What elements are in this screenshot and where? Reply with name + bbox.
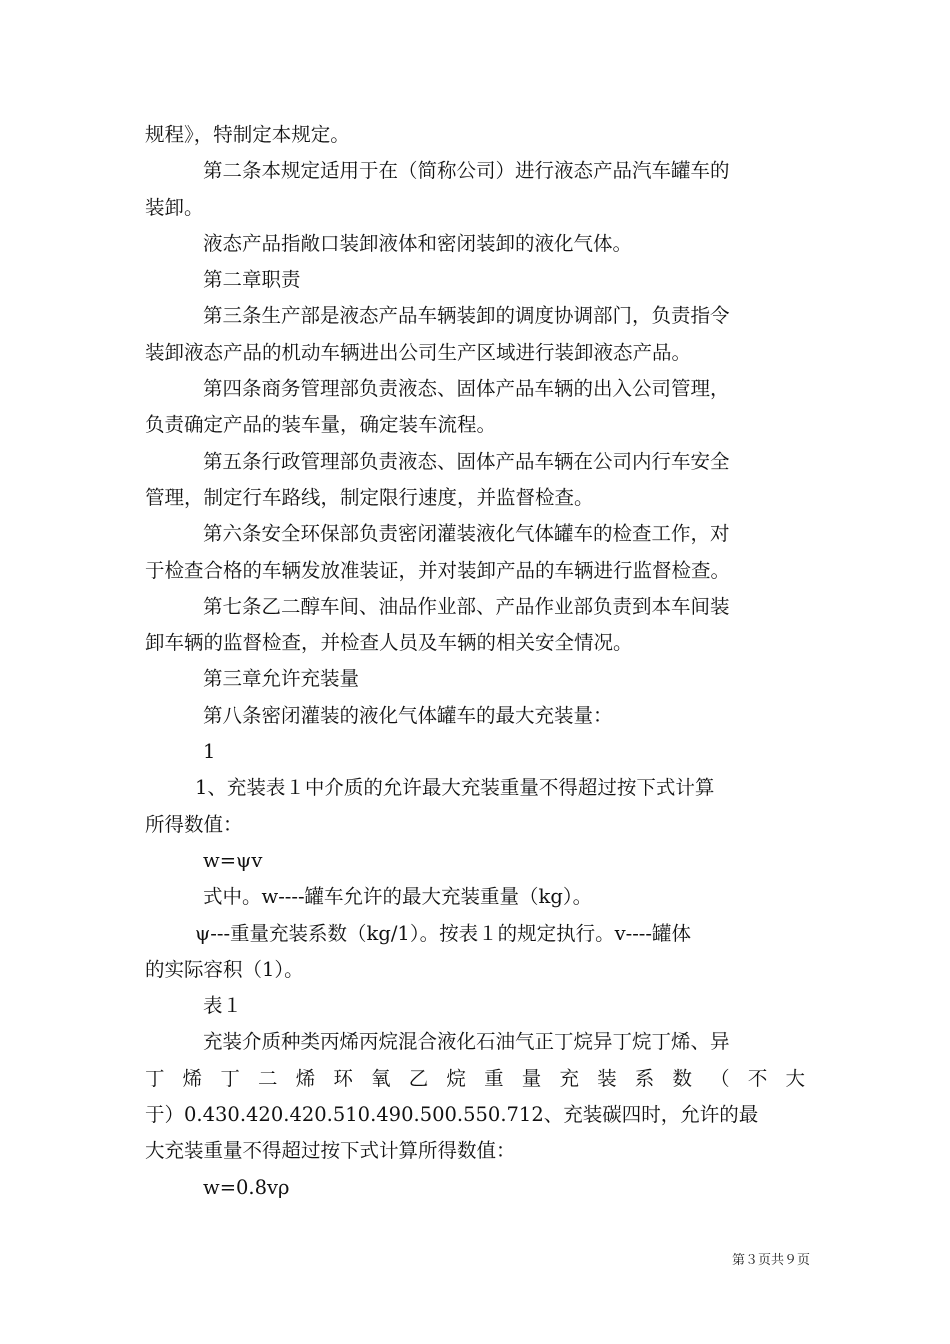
text-line: 规程》，特制定本规定。: [145, 123, 350, 146]
formula: w=ψv: [203, 848, 263, 872]
text-line: 负责确定产品的装车量，确定装车流程。: [145, 413, 497, 437]
article-6-text: 第六条安全环保部负责密闭灌装液化气体罐车的检查工作，对: [203, 522, 730, 546]
table-text: 充装介质种类丙烯丙烷混合液化石油气正丁烷异丁烷丁烯、异: [203, 1030, 730, 1054]
table-text: 于）0.430.420.420.510.490.500.550.712、充装碳四时，允许的最: [145, 1103, 759, 1127]
page-number-footer: 第３页共９页: [731, 1253, 810, 1268]
text-line: 于检查合格的车辆发放准装证，并对装卸产品的车辆进行监督检查。: [145, 558, 731, 582]
table-caption: 表１: [203, 994, 243, 1018]
list-item-text: 1、充装表１中介质的允许最大充装重量不得超过按下式计算: [195, 776, 715, 800]
article-7-text: 第七条乙二醇车间、油品作业部、产品作业部负责到本车间装: [203, 594, 730, 618]
formula: w=0.8vρ: [203, 1175, 290, 1199]
formula-legend: 式中。w----罐车允许的最大充装重量（kg）。: [203, 885, 593, 909]
text-line: 管理，制定行车路线，制定限行速度，并监督检查。: [145, 485, 594, 509]
formula-legend: ψ---重量充装系数（kg/1）。按表１的规定执行。v----罐体: [195, 921, 691, 945]
text-line: 液态产品指敞口装卸液体和密闭装卸的液化气体。: [203, 231, 633, 255]
text-line: 所得数值：: [145, 812, 243, 836]
text-line: 大充装重量不得超过按下式计算所得数值：: [145, 1139, 516, 1163]
text-line: 装卸。: [145, 195, 204, 219]
article-3-text: 第三条生产部是液态产品车辆装卸的调度协调部门，负责指令: [203, 304, 730, 328]
chapter-heading: 第三章允许充装量: [203, 667, 360, 691]
article-4-text: 第四条商务管理部负责液态、固体产品车辆的出入公司管理，: [203, 377, 730, 401]
article-2-text: 第二条本规定适用于在（简称公司）进行液态产品汽车罐车的: [203, 159, 730, 183]
article-8-text: 第八条密闭灌装的液化气体罐车的最大充装量：: [203, 703, 613, 727]
text-line: 1: [203, 740, 216, 764]
chapter-heading: 第二章职责: [203, 268, 301, 292]
text-line: 装卸液态产品的机动车辆进出公司生产区域进行装卸液态产品。: [145, 340, 692, 364]
document-body: [145, 117, 805, 1206]
text-line: 的实际容积（1）。: [145, 957, 304, 981]
text-line: 卸车辆的监督检查，并检查人员及车辆的相关安全情况。: [145, 631, 633, 655]
article-5-text: 第五条行政管理部负责液态、固体产品车辆在公司内行车安全: [203, 449, 730, 473]
table-text: 丁 烯 丁 二 烯 环 氧 乙 烷 重 量 充 装 系 数 （ 不 大: [145, 1066, 805, 1090]
